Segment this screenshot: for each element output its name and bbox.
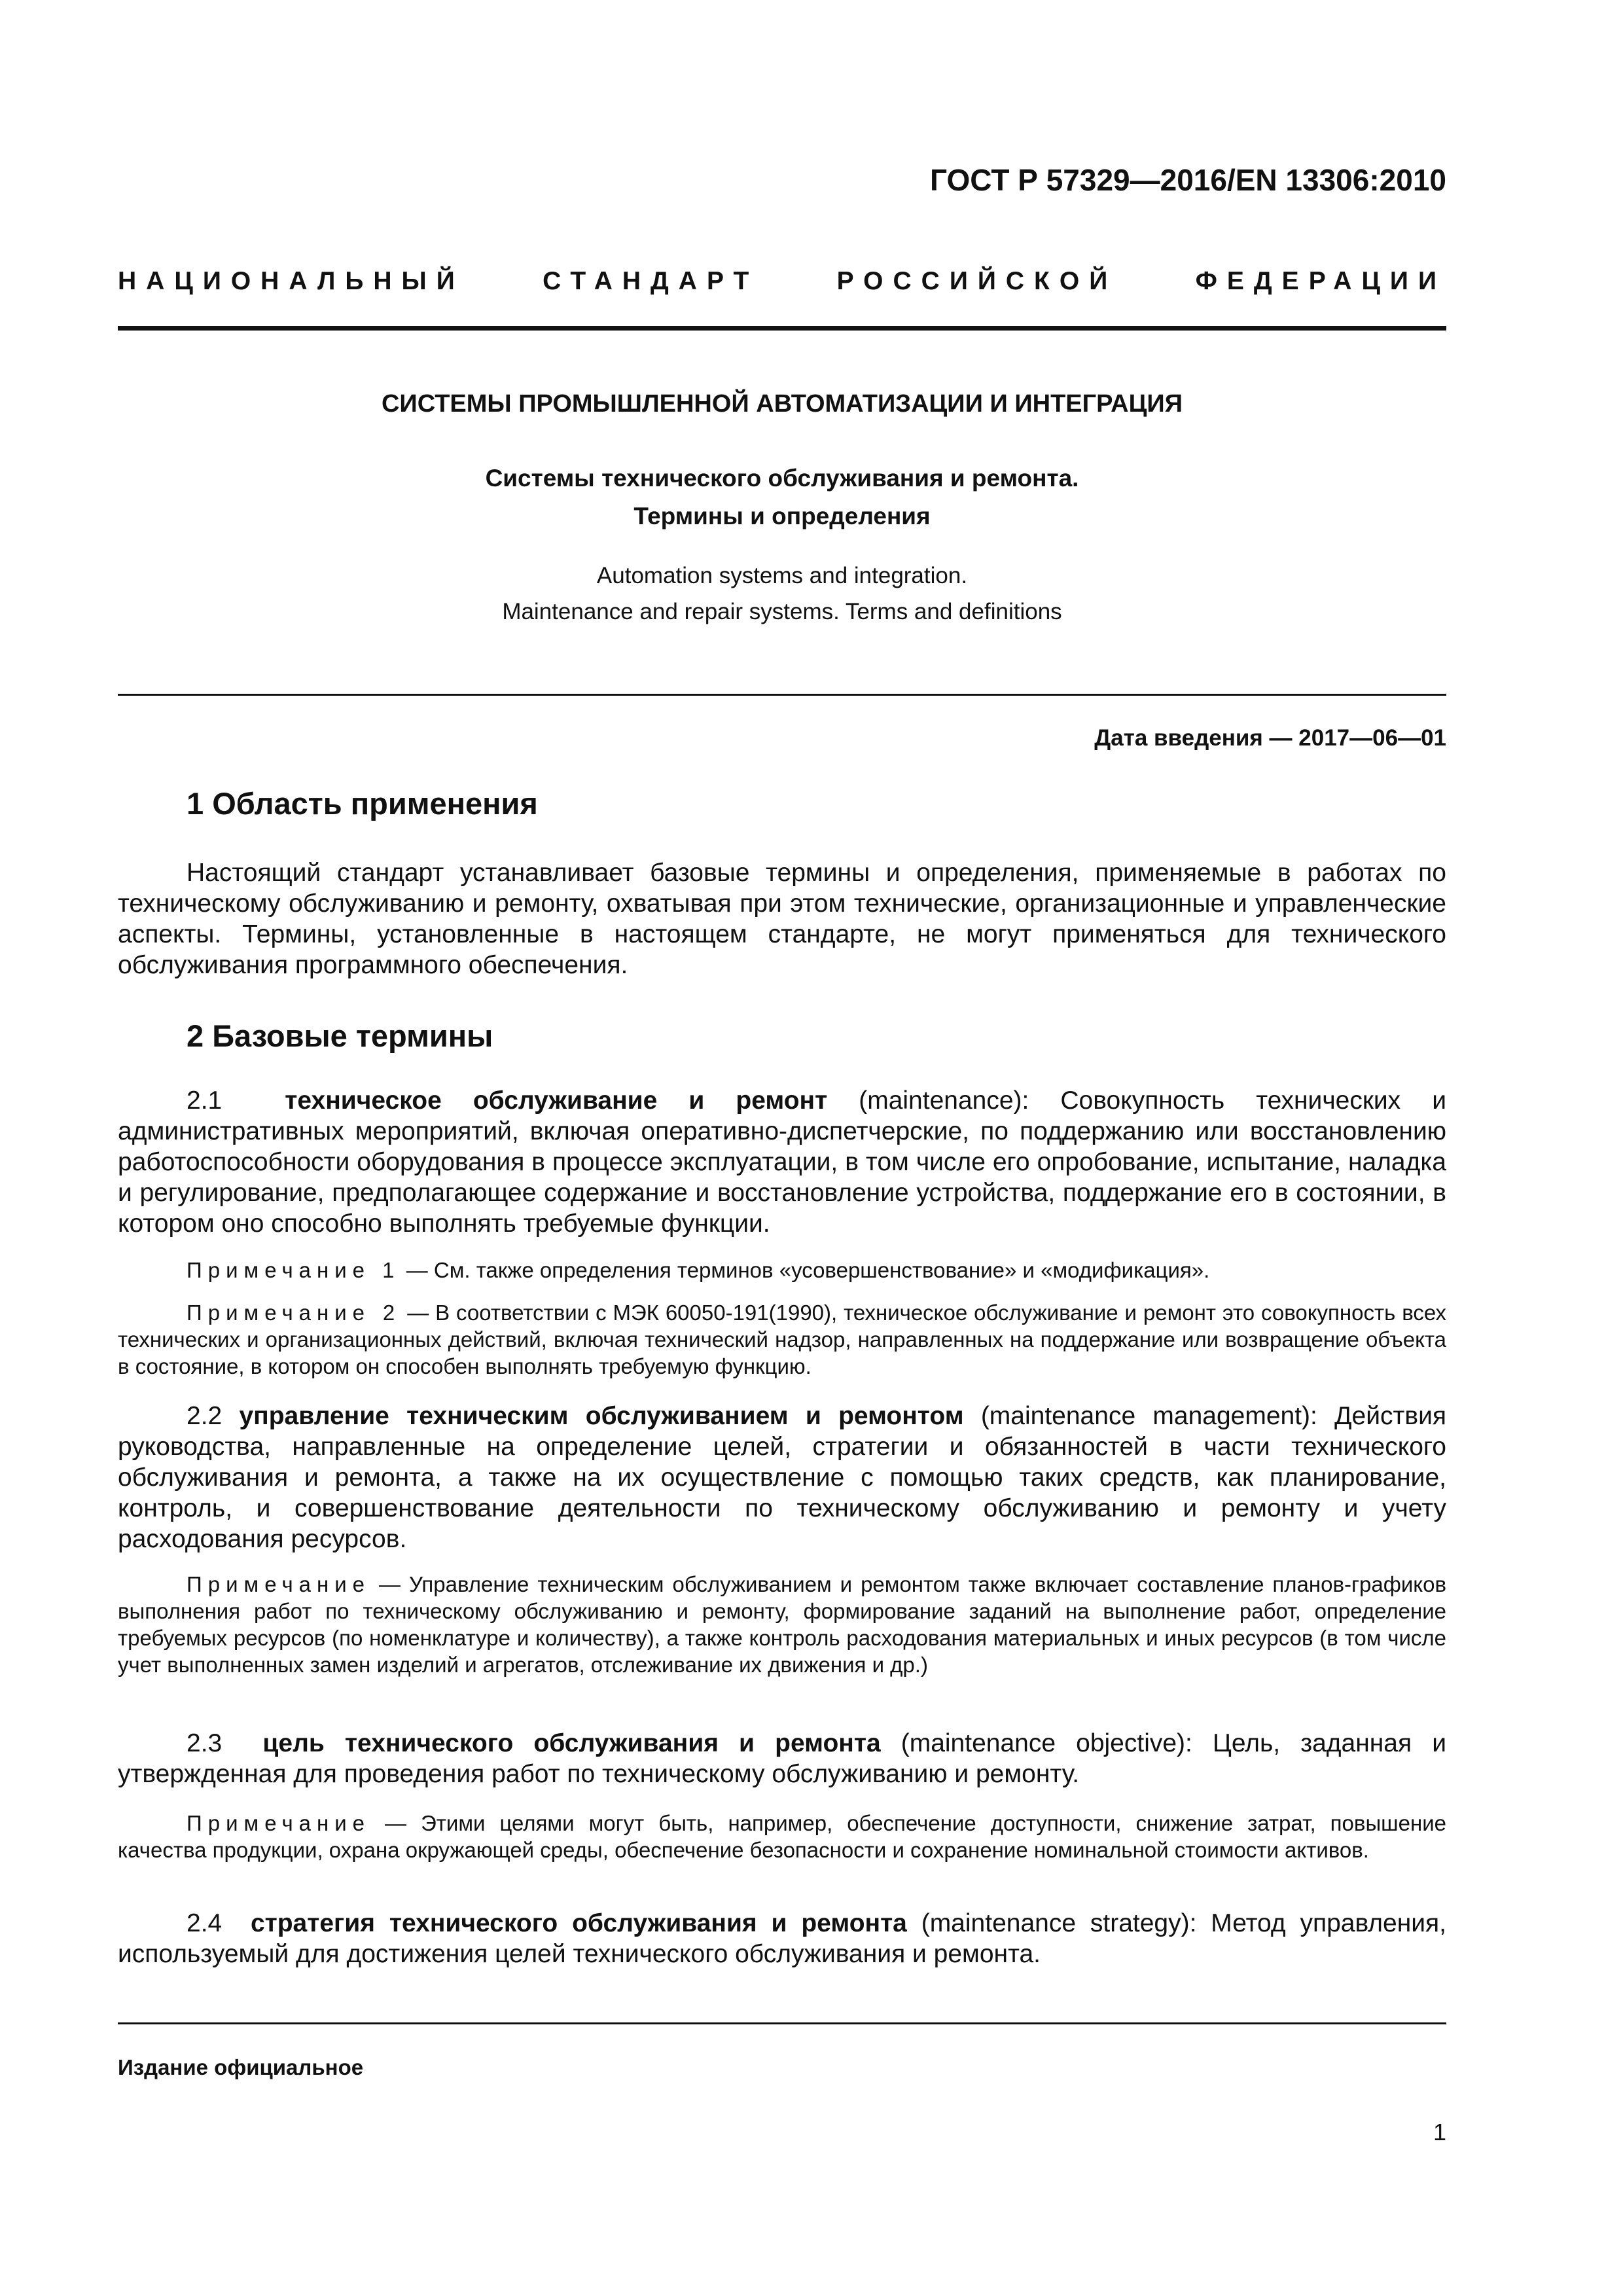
term-name: управление техническим обслуживанием и ремонтом [239,1402,964,1430]
term-definition: (maintenance objective): Цель, заданная и утвержденная для проведения работ по техническому обслуживанию и ремонту. [118,1729,1446,1788]
subtitle-ru-line-2: Термины и определения [633,503,931,529]
term-name: техническое обслуживание и ремонт [285,1086,828,1115]
subtitle-en-line-1: Automation systems and integration. [596,563,968,588]
note-2-2 [118,1571,1446,1678]
note-label: Примечание [187,1811,371,1835]
term-definition: (maintenance strategy): Метод управления, используемый для достижения целей технического обслуживания и ремонта. [118,1909,1447,1968]
document-subtitle-en [118,558,1446,630]
document-subtitle-ru [118,459,1446,535]
section-1-text [118,857,1446,980]
term-name: цель технического обслуживания и ремонта [262,1729,881,1757]
term-number: 2.2 [187,1402,223,1430]
term-2-3 [118,1728,1446,1789]
note-2-3 [118,1810,1446,1863]
note-text: — В соответствии с МЭК 60050-191(1990), техническое обслуживание и ремонт это совокупность всех технических и организационных действий, включая технический надзор, направленных на поддержание или возвращение объекта в состояние, в котором он способен выполнять требуемую функцию. [118,1300,1447,1378]
note-2-1-1 [118,1257,1446,1283]
official-edition-label: Издание официальное [118,2055,364,2079]
term-name: стратегия технического обслуживания и ремонта [250,1909,907,1937]
term-definition: (maintenance): Совокупность технических и административных мероприятий, включая оперативно-диспетчерские, по поддержанию или восстановлению работоспособности оборудования в процессе эксплуатации, в том числе его опробование, испытание, наладка и регулирование, предполагающее содержание и восстановление устройства, поддержание его в состоянии, в котором оно способно выполнять требуемые функции. [118,1086,1446,1238]
term-number: 2.4 [187,1909,223,1937]
introduction-date: Дата введения — 2017—06—01 [1094,725,1446,751]
note-text: — Этими целями могут быть, например, обеспечение доступности, снижение затрат, повышение качества продукции, охрана окружающей среды, обеспечение безопасности и сохранение номинальной стоимости активов. [118,1811,1446,1862]
national-standard-banner: НАЦИОНАЛЬНЫЙ СТАНДАРТ РОССИЙСКОЙ ФЕДЕРАЦИИ [118,267,1446,295]
term-number: 2.3 [187,1729,223,1757]
title-divider [118,694,1446,696]
note-label: Примечание 2 [187,1300,401,1325]
note-text: — Управление техническим обслуживанием и ремонтом также включает составление планов-графиков выполнения работ по техническому обслуживанию и ремонту, формирование заданий на выполнение работ, определение требуемых ресурсов (по номенклатуре и количеству), а также контроль расходования материальных и иных ресурсов (в том числе учет выполненных замен изделий и агрегатов, отслеживание их движения и др.) [118,1572,1446,1677]
document-code: ГОСТ Р 57329—2016/EN 13306:2010 [930,163,1446,197]
footer-divider [118,2022,1446,2024]
note-label: Примечание [187,1572,371,1596]
term-number: 2.1 [187,1086,223,1115]
term-definition: (maintenance management): Действия руководства, направленные на определение целей, стратегии и обязанностей в части технического обслуживания и ремонта, а также на их осуществление с помощью таких средств, как планирование, контроль, и совершенствование деятельности по техническому обслуживанию и ремонту и учету расходования ресурсов. [118,1402,1446,1553]
term-2-2 [118,1401,1446,1554]
header-divider [118,326,1446,331]
section-2-heading: 2 Базовые термины [187,1018,493,1053]
note-label: Примечание 1 [187,1258,401,1282]
note-text: — См. также определения терминов «усовершенствование» и «модификация». [400,1258,1210,1282]
section-1-body: Настоящий стандарт устанавливает базовые термины и определения, применяемые в работах по техническому обслуживанию и ремонту, охватывая при этом технические, организационные и управленческие аспекты. Термины, установленные в настоящем стандарте, не могут применяться для технического обслуживания программного обеспечения. [118,859,1446,979]
term-2-1 [118,1085,1446,1239]
note-2-1-2 [118,1299,1446,1380]
subtitle-en-line-2: Maintenance and repair systems. Terms and definitions [502,599,1062,624]
subtitle-ru-line-1: Системы технического обслуживания и ремонта. [485,465,1079,492]
term-2-4 [118,1908,1446,1969]
document-title: СИСТЕМЫ ПРОМЫШЛЕННОЙ АВТОМАТИЗАЦИИ И ИНТЕГРАЦИЯ [381,390,1183,418]
page-number: 1 [1433,2119,1446,2145]
section-1-heading: 1 Область применения [187,786,538,821]
